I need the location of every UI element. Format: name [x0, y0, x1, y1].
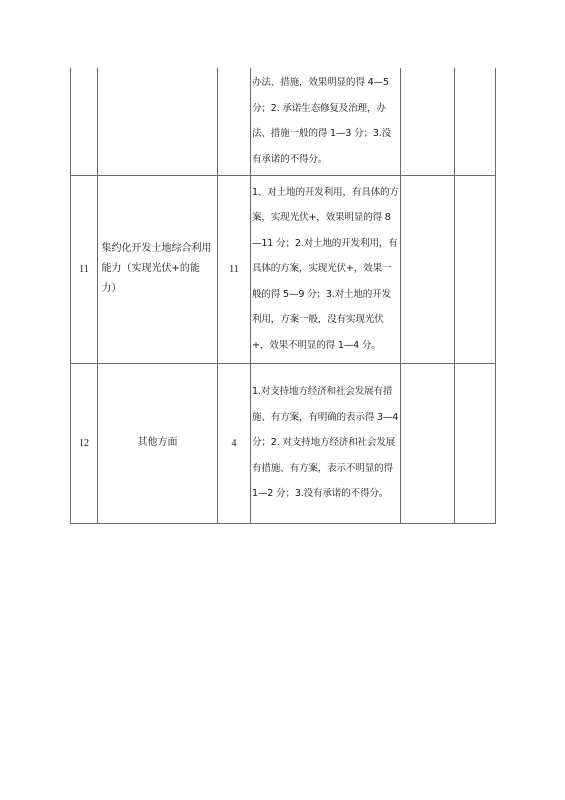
item-cell	[98, 68, 218, 175]
standard-text: 办法、措施，效果明显的得 4—5 分；2. 承诺生态修复及治理，办法、措施一般的得 1—3 分；3.没有承诺的不得分。	[252, 77, 391, 165]
score-text: 4	[231, 437, 237, 449]
index-cell	[71, 68, 98, 175]
index-text: 12	[79, 437, 89, 449]
standard-cell	[251, 175, 401, 363]
index-cell	[71, 363, 98, 523]
empty-cell	[401, 363, 455, 523]
empty-cell	[455, 363, 496, 523]
item-cell	[98, 363, 218, 523]
score-cell	[218, 363, 251, 523]
item-text: 其他方面	[137, 437, 178, 448]
index-text: 11	[79, 263, 89, 275]
score-cell	[218, 175, 251, 363]
table-row	[71, 363, 496, 523]
standard-cell	[251, 68, 401, 175]
score-text: 11	[229, 263, 239, 275]
scoring-table	[70, 68, 496, 524]
standard-text: 1、对土地的开发利用，有具体的方案，实现光伏+，效果明显的得 8—11 分；2.对土地的开发利用，有具体的方案，实现光伏+，效果一般的得 5—9 分；3.对土地的开发利用，方案一般，没有实现光伏+，效果不明显的得 1—4 分。	[252, 186, 399, 351]
empty-cell	[401, 68, 455, 175]
empty-cell	[401, 175, 455, 363]
empty-cell	[455, 175, 496, 363]
score-cell	[218, 68, 251, 175]
item-cell	[98, 175, 218, 363]
empty-cell	[455, 68, 496, 175]
table-row	[71, 175, 496, 363]
index-cell	[71, 175, 98, 363]
standard-text: 1.对支持地方经济和社会发展有措施、有方案，有明确的表示得 3—4 分；2. 对支持地方经济和社会发展有措施、有方案，表示不明显的得 1—2 分；3.没有承诺的不得分。	[252, 386, 399, 500]
table-row	[71, 68, 496, 175]
standard-cell	[251, 363, 401, 523]
item-text: 集约化开发土地综合利用能力（实现光伏+的能力）	[101, 243, 212, 294]
